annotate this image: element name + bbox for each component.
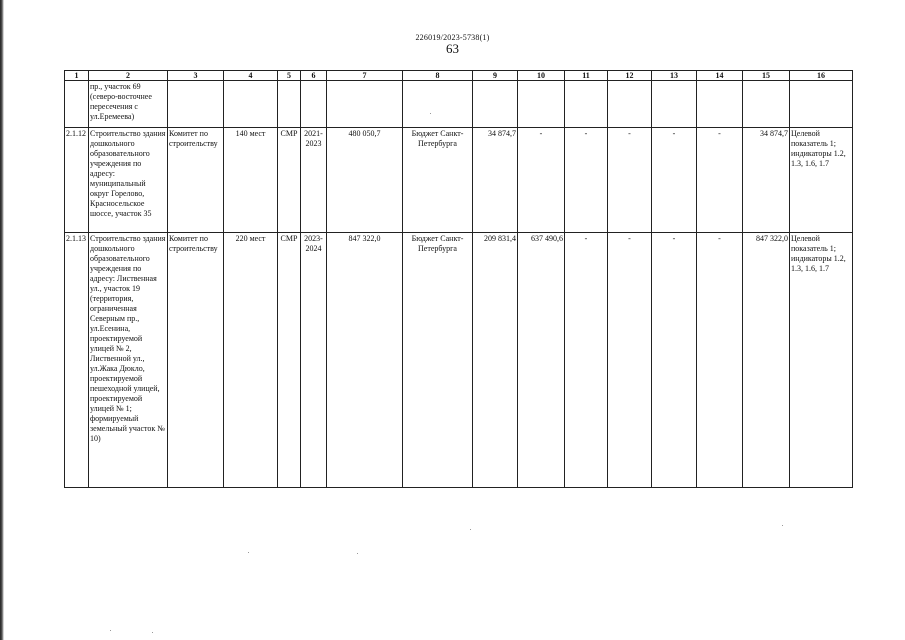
scan-speck bbox=[248, 552, 249, 553]
cell-total: 34 874,7 bbox=[743, 128, 790, 233]
scan-speck bbox=[357, 553, 358, 554]
cell-object-name: Строительство здания дошкольного образовательного учреждения по адресу: муниципальный округ Горелово, Красносельское шоссе, участок 35 bbox=[89, 128, 168, 233]
cell-number bbox=[65, 81, 89, 128]
cell-source: Бюджет Санкт-Петербурга bbox=[403, 233, 473, 488]
cell-number: 2.1.13 bbox=[65, 233, 89, 488]
column-header: 3 bbox=[168, 71, 224, 81]
cell-value: - bbox=[652, 233, 697, 488]
cell-period: 2021-2023 bbox=[301, 128, 327, 233]
cell-value: - bbox=[697, 233, 743, 488]
cell-value: 637 490,6 bbox=[518, 233, 565, 488]
cell-object-name: Строительство здания дошкольного образовательного учреждения по адресу: Лиственная ул., участок 19 (территория, ограниченная Северным пр., ул.Есенина, проектируемой улицей № 2, Лиственной ул., ул.Жака Дюкло, проектируемой пешеходной улицей, проектируемой улицей № 1; формируемый земельный участок № 10) bbox=[89, 233, 168, 488]
cell-value: - bbox=[565, 233, 608, 488]
table-row bbox=[65, 233, 853, 488]
column-header: 4 bbox=[224, 71, 278, 81]
cell-value: - bbox=[652, 128, 697, 233]
cell-indicators bbox=[790, 81, 853, 128]
cell-value: - bbox=[608, 128, 652, 233]
cell-customer bbox=[168, 81, 224, 128]
cell-value: - bbox=[518, 128, 565, 233]
scan-speck bbox=[430, 113, 431, 114]
column-header: 5 bbox=[278, 71, 301, 81]
column-header: 1 bbox=[65, 71, 89, 81]
cell-work-type: СМР bbox=[278, 128, 301, 233]
column-header: 10 bbox=[518, 71, 565, 81]
cell-indicators: Целевой показатель 1; индикаторы 1.2, 1.3, 1.6, 1.7 bbox=[790, 128, 853, 233]
cell-total bbox=[743, 81, 790, 128]
page-number: 63 bbox=[446, 41, 459, 56]
scan-speck bbox=[470, 529, 471, 530]
column-header: 2 bbox=[89, 71, 168, 81]
scan-left-edge bbox=[0, 0, 4, 640]
cell-value bbox=[697, 81, 743, 128]
table-row bbox=[65, 128, 853, 233]
cell-period bbox=[301, 81, 327, 128]
cell-value: 34 874,7 bbox=[473, 128, 518, 233]
column-header: 13 bbox=[652, 71, 697, 81]
cell-value: - bbox=[565, 128, 608, 233]
cell-work-type bbox=[278, 81, 301, 128]
cell-customer: Комитет по строительству bbox=[168, 233, 224, 488]
cell-value bbox=[565, 81, 608, 128]
cell-value bbox=[473, 81, 518, 128]
column-header: 7 bbox=[327, 71, 403, 81]
cell-value: - bbox=[608, 233, 652, 488]
column-header: 16 bbox=[790, 71, 853, 81]
cell-customer: Комитет по строительству bbox=[168, 128, 224, 233]
column-header: 11 bbox=[565, 71, 608, 81]
column-header: 15 bbox=[743, 71, 790, 81]
cell-period: 2023-2024 bbox=[301, 233, 327, 488]
column-header: 6 bbox=[301, 71, 327, 81]
cell-capacity: 140 мест bbox=[224, 128, 278, 233]
scan-speck bbox=[782, 525, 783, 526]
column-header: 14 bbox=[697, 71, 743, 81]
cell-capacity: 220 мест bbox=[224, 233, 278, 488]
column-header: 8 bbox=[403, 71, 473, 81]
cell-value bbox=[518, 81, 565, 128]
column-header: 9 bbox=[473, 71, 518, 81]
cell-number: 2.1.12 bbox=[65, 128, 89, 233]
cell-work-type: СМР bbox=[278, 233, 301, 488]
cell-value: - bbox=[697, 128, 743, 233]
scan-speck bbox=[152, 632, 153, 633]
cell-indicators: Целевой показатель 1; индикаторы 1.2, 1.3, 1.6, 1.7 bbox=[790, 233, 853, 488]
cell-value bbox=[608, 81, 652, 128]
cell-value bbox=[652, 81, 697, 128]
header-row bbox=[65, 71, 853, 81]
cell-cost bbox=[327, 81, 403, 128]
cell-object-name: пр., участок 69 (северо-восточнее пересечения с ул.Еремеева) bbox=[89, 81, 168, 128]
cell-value: 209 831,4 bbox=[473, 233, 518, 488]
column-header: 12 bbox=[608, 71, 652, 81]
document-number: 226019/2023-5738(1) bbox=[415, 33, 490, 42]
cell-source: Бюджет Санкт-Петербурга bbox=[403, 128, 473, 233]
cell-cost: 847 322,0 bbox=[327, 233, 403, 488]
table-row bbox=[65, 81, 853, 128]
program-table bbox=[64, 70, 853, 488]
cell-capacity bbox=[224, 81, 278, 128]
cell-source bbox=[403, 81, 473, 128]
cell-cost: 480 050,7 bbox=[327, 128, 403, 233]
scan-speck bbox=[110, 630, 111, 631]
cell-total: 847 322,0 bbox=[743, 233, 790, 488]
